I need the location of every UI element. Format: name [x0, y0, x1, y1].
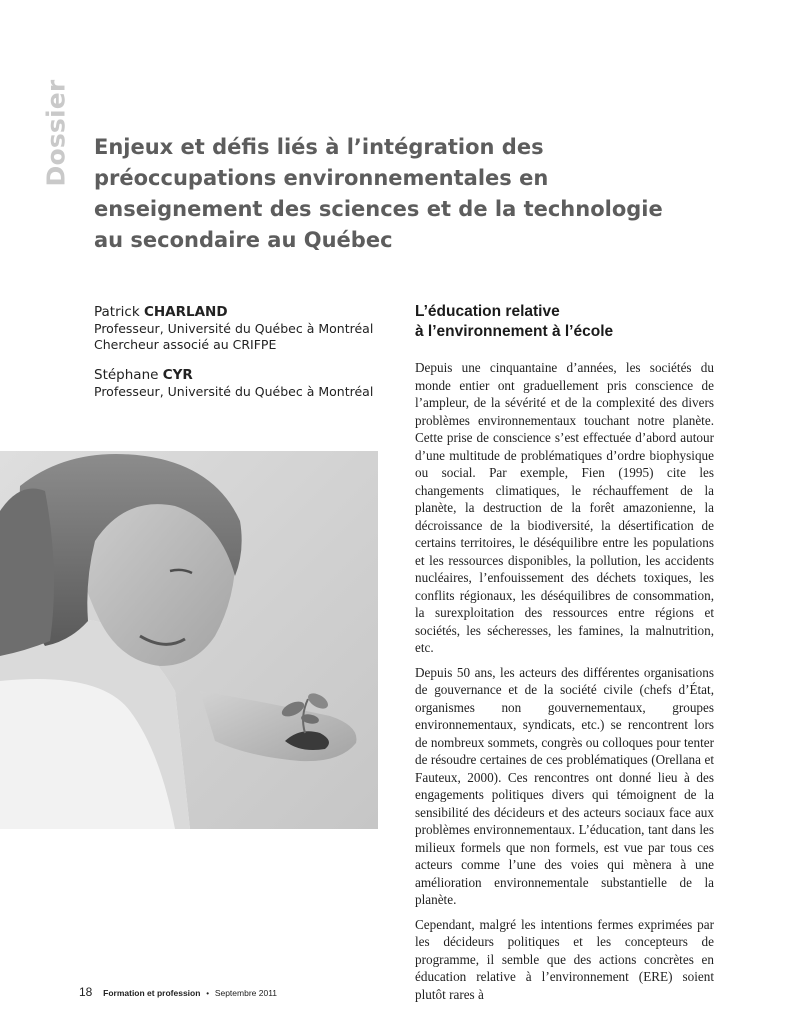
section-label: Dossier [41, 79, 71, 187]
paragraph: Depuis 50 ans, les acteurs des différentes organisations de gouvernance et de la société civile (chefs d’État, organismes non gouvernementaux, groupes environnementaux, syndicats, etc.) se rencontrent lors de nombreux sommets, congrès ou colloques pour tenter de résoudre certaines de ces problématiques (Orellana et Fauteux, 2000). Ces rencontres ont donné lieu à des engagements politiques divers qui témoignent de la sensibilité des décideurs et des acteurs sociaux face aux problèmes environnementaux. L’éducation, tant dans les milieux formels que non formels, est vue par tous ces acteurs comme l’une des voies qui mènera à une amélioration environnementale substantielle de la planète. [415, 664, 714, 907]
author-affiliation: Professeur, Université du Québec à Montréal [94, 321, 374, 336]
paragraph: Cependant, malgré les intentions fermes exprimées par les décideurs politiques et les concepteurs de programme, il semble que des actions concrètes en éducation relative à l’environnement (ERE) soient plutôt rares à [415, 916, 714, 1002]
page-footer [79, 985, 277, 999]
author-affiliation: Chercheur associé au CRIFPE [94, 337, 277, 352]
author-1 [94, 303, 384, 353]
issue-date: Septembre 2011 [214, 988, 278, 998]
article-title: Enjeux et défis liés à l’intégration des préoccupations environnementales en enseignement des sciences et de la technologie au secondaire au Québec [94, 135, 663, 252]
author-affiliation: Professeur, Université du Québec à Montréal [94, 384, 374, 399]
footer-separator: • [206, 989, 210, 998]
page-number: 18 [79, 985, 93, 999]
section-heading: L’éducation relative à l’environnement à l’école [415, 303, 614, 340]
author-2 [94, 366, 384, 400]
paragraph: Depuis une cinquantaine d’années, les sociétés du monde entier ont graduellement pris conscience de l’ampleur, de la sévérité et de la complexité des divers problèmes environnementaux touchant notre planète. Cette prise de conscience s’est effectuée d’abord autour d’une multitude de problématiques d’ordre biophysique ou social. Par exemple, Fien (1995) cite les changements climatiques, le réchauffement de la planète, la destruction de la forêt amazonienne, la décroissance de la biodiversité, la désertification de certains territoires, le déséquilibre entre les populations et les ressources disponibles, la pollution, les accidents nucléaires, l’enfouissement des déchets toxiques, les conflits régionaux, les déséquilibres de consommation, la surexploitation des ressources entre régions et sociétés, les sécheresses, les famines, la malnutrition, etc. [415, 360, 714, 655]
girl-with-seedling-photo [0, 451, 378, 829]
article-body [415, 302, 714, 1010]
author-block [94, 303, 384, 413]
author-name: Patrick CHARLAND [94, 304, 228, 320]
journal-name: Formation et profession [103, 988, 201, 998]
author-name: Stéphane CYR [94, 367, 193, 383]
